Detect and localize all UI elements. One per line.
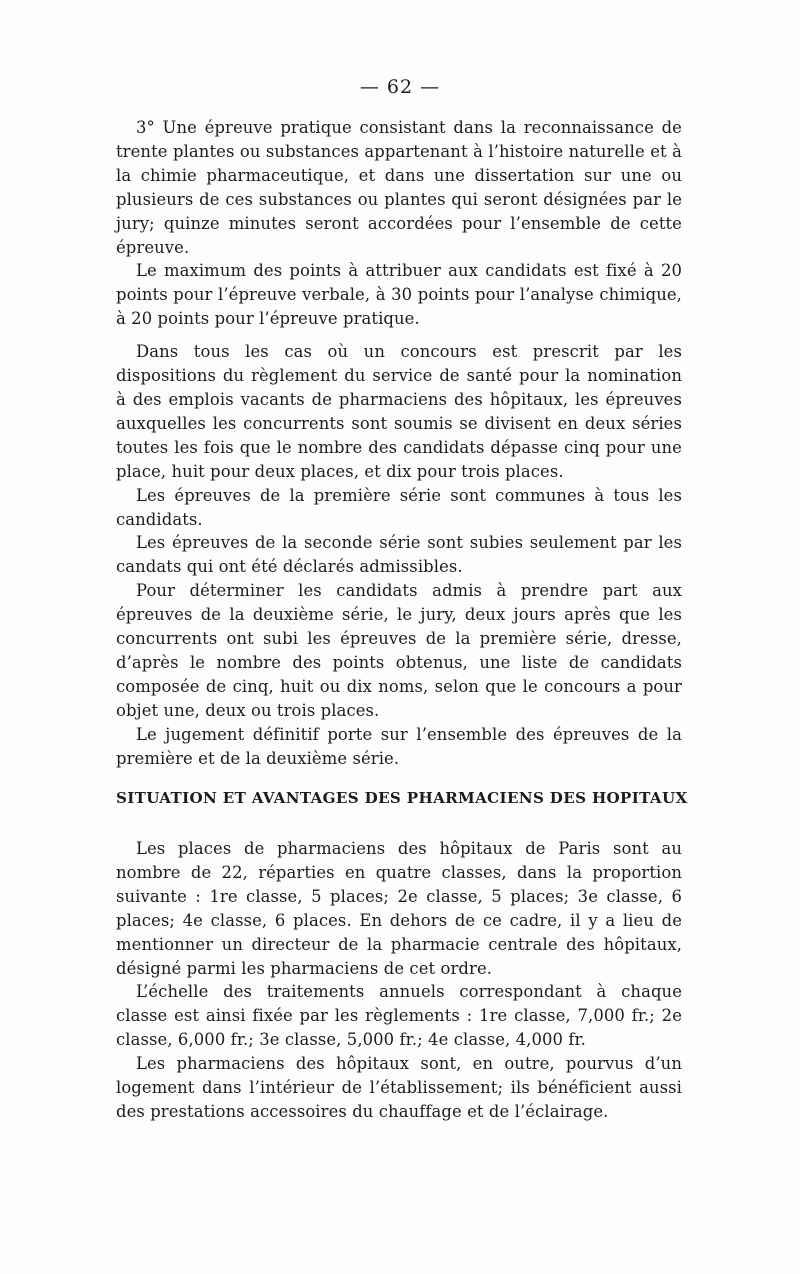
paragraph-housing-benefits: Les pharmaciens des hôpitaux sont, en outre, pourvus d’un logement dans l’intérieur de l’établissement; ils bénéficient aussi des prestations accessoires du chauffage et de l’éclairage. xyxy=(116,1054,682,1121)
paragraph-competition-series: Dans tous les cas où un concours est prescrit par les dispositions du règlement du service de santé pour la nomination à des emplois vacants de pharmaciens des hôpitaux, les épreuves auxquelles les concurrents sont soumis se divisent en deux séries toutes les fois que le nombre des candidats dépasse cinq pour une place, huit pour deux places, et dix pour trois places. xyxy=(116,342,682,481)
paragraph-admission-list: Pour déterminer les candidats admis à prendre part aux épreuves de la deuxième série, le jury, deux jours après que les concurrents ont subi les épreuves de la première série, dresse, d’après le nombre des points obtenus, une liste de candidats composée de cinq, huit ou dix noms, selon que le concours a pour objet une, deux ou trois places. xyxy=(116,581,682,720)
paragraph-points-maximum: Le maximum des points à attribuer aux candidats est fixé à 20 points pour l’épreuve verbale, à 30 points pour l’analyse chimique, à 20 points pour l’épreuve pratique. xyxy=(116,261,682,329)
section-heading: SITUATION ET AVANTAGES DES PHARMACIENS DES HOPITAUX xyxy=(116,789,688,807)
page-number: — 62 — xyxy=(359,76,441,98)
section-2-text xyxy=(116,837,682,1124)
paragraph-first-series: Les épreuves de la première série sont communes à tous les candidats. xyxy=(116,485,682,529)
section-1-text xyxy=(116,116,682,770)
paragraph-salary-scale: L’échelle des traitements annuels correspondant à chaque classe est ainsi fixée par les règlements : 1re classe, 7,000 fr.; 2e classe, 6,000 fr.; 3e classe, 5,000 fr.; 4e classe, 4,000 fr. xyxy=(116,982,682,1050)
paragraph-practical-exam: 3° Une épreuve pratique consistant dans la reconnaissance de trente plantes ou substances appartenant à l’histoire naturelle et à la chimie pharmaceutique, et dans une dissertation sur une ou plusieurs de ces substances ou plantes qui seront désignées par le jury; quinze minutes seront accordées pour l’ensemble de cette épreuve. xyxy=(116,118,682,257)
paragraph-second-series: Les épreuves de la seconde série sont subies seulement par les candats qui ont été déclarés admissibles. xyxy=(116,533,682,577)
paragraph-final-judgment: Le jugement définitif porte sur l’ensemble des épreuves de la première et de la deuxième série. xyxy=(116,724,682,768)
paragraph-places-distribution: Les places de pharmaciens des hôpitaux de Paris sont au nombre de 22, réparties en quatre classes, dans la proportion suivante : 1re classe, 5 places; 2e classe, 5 places; 3e classe, 6 places; 4e classe, 6 places. En dehors de ce cadre, il y a lieu de mentionner un directeur de la pharmacie centrale des hôpitaux, désigné parmi les pharmaciens de cet ordre. xyxy=(116,839,682,978)
